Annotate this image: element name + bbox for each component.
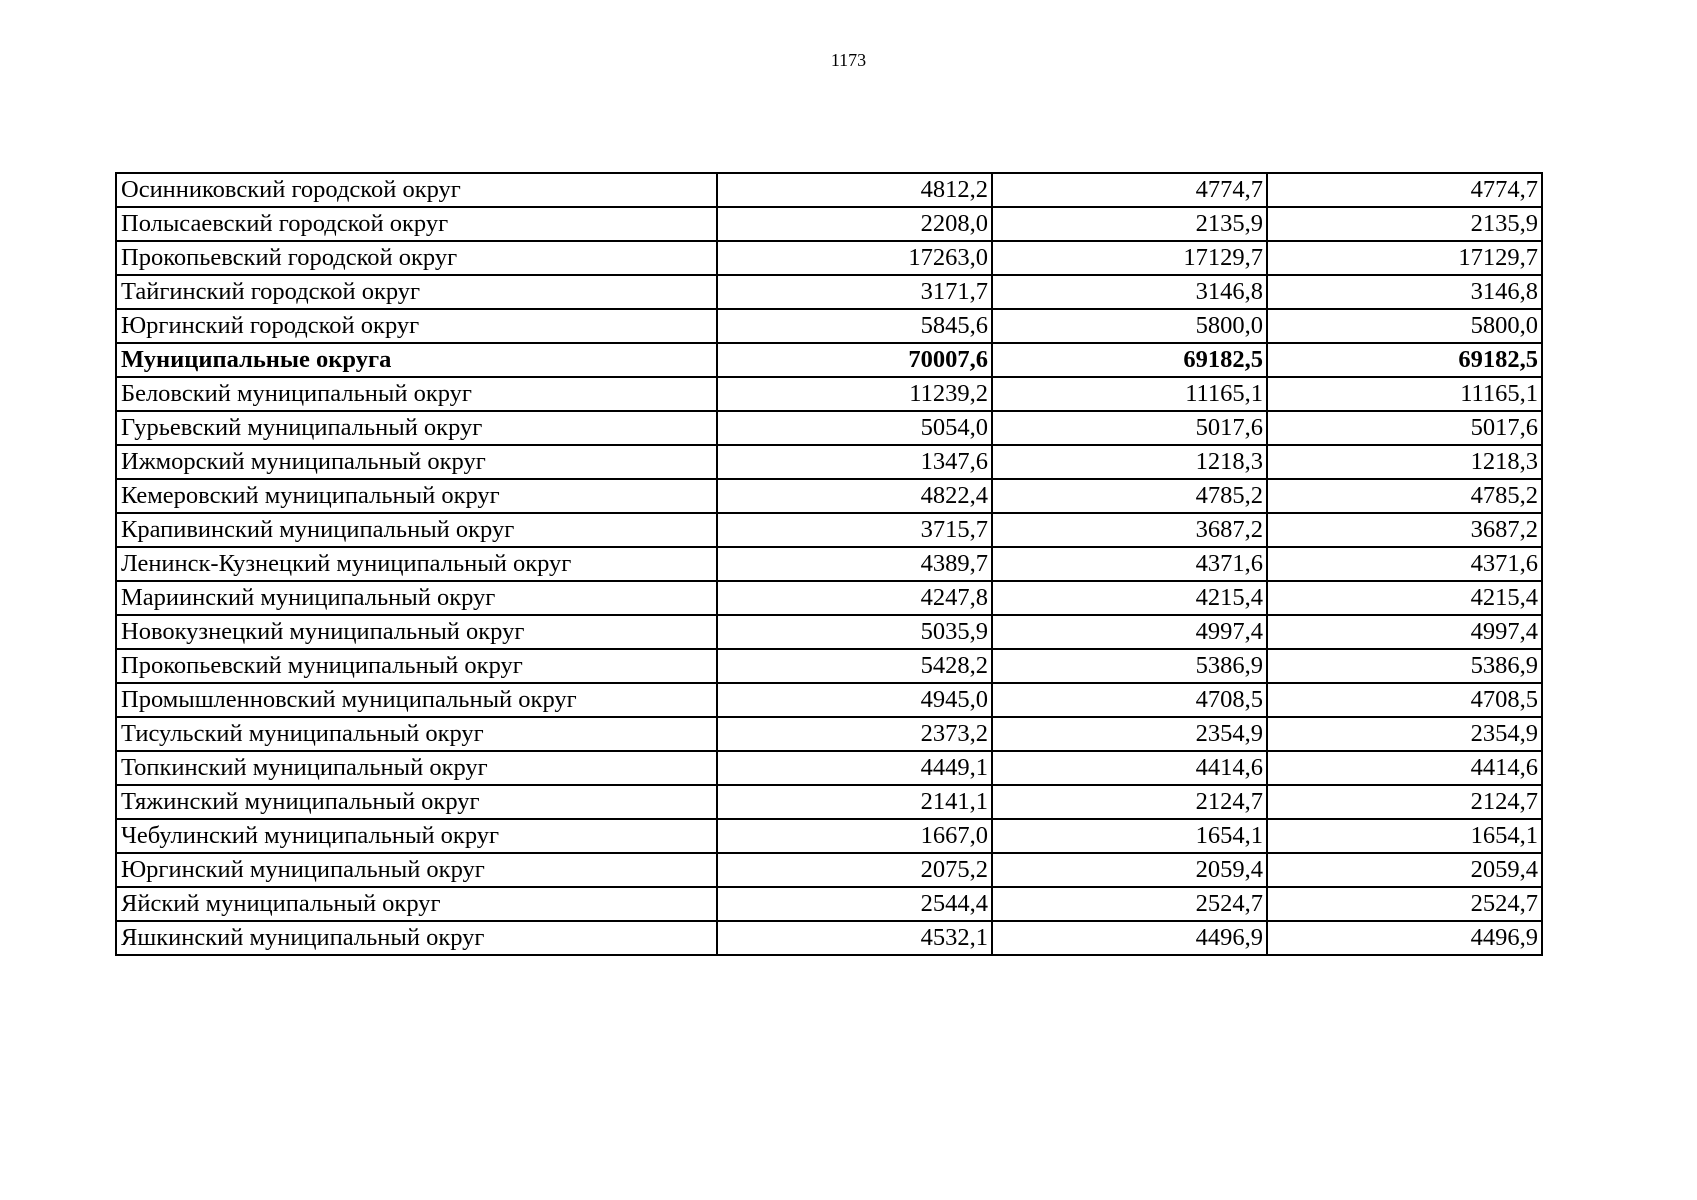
- value-cell-3: 4371,6: [1267, 547, 1542, 581]
- value-cell-3: 2354,9: [1267, 717, 1542, 751]
- row-name-cell: Кемеровский муниципальный округ: [116, 479, 717, 513]
- value-cell-1: 1667,0: [717, 819, 992, 853]
- value-cell-2: 4785,2: [992, 479, 1267, 513]
- value-cell-1: 4812,2: [717, 173, 992, 207]
- value-cell-3: 2124,7: [1267, 785, 1542, 819]
- value-cell-2: 4414,6: [992, 751, 1267, 785]
- row-name-cell: Тяжинский муниципальный округ: [116, 785, 717, 819]
- value-cell-2: 2135,9: [992, 207, 1267, 241]
- value-cell-1: 4449,1: [717, 751, 992, 785]
- value-cell-1: 5054,0: [717, 411, 992, 445]
- row-name-cell: Прокопьевский муниципальный округ: [116, 649, 717, 683]
- table-row: [116, 853, 1542, 887]
- value-cell-2: 4774,7: [992, 173, 1267, 207]
- value-cell-3: 5017,6: [1267, 411, 1542, 445]
- value-cell-1: 2544,4: [717, 887, 992, 921]
- value-cell-2: 5386,9: [992, 649, 1267, 683]
- value-cell-3: 4496,9: [1267, 921, 1542, 955]
- value-cell-3: 1654,1: [1267, 819, 1542, 853]
- row-name-cell: Полысаевский городской округ: [116, 207, 717, 241]
- value-cell-2: 1218,3: [992, 445, 1267, 479]
- value-cell-1: 1347,6: [717, 445, 992, 479]
- row-name-cell: Промышленновский муниципальный округ: [116, 683, 717, 717]
- table-row: [116, 241, 1542, 275]
- value-cell-2: 69182,5: [992, 343, 1267, 377]
- table-row: [116, 751, 1542, 785]
- value-cell-2: 5017,6: [992, 411, 1267, 445]
- value-cell-1: 5035,9: [717, 615, 992, 649]
- value-cell-2: 2059,4: [992, 853, 1267, 887]
- value-cell-1: 2208,0: [717, 207, 992, 241]
- value-cell-1: 4247,8: [717, 581, 992, 615]
- value-cell-2: 4997,4: [992, 615, 1267, 649]
- table-row: [116, 377, 1542, 411]
- value-cell-1: 2141,1: [717, 785, 992, 819]
- row-name-cell: Юргинский муниципальный округ: [116, 853, 717, 887]
- row-name-cell: Мариинский муниципальный округ: [116, 581, 717, 615]
- table-row: [116, 717, 1542, 751]
- value-cell-3: 17129,7: [1267, 241, 1542, 275]
- value-cell-1: 2075,2: [717, 853, 992, 887]
- table-row: [116, 683, 1542, 717]
- value-cell-1: 4389,7: [717, 547, 992, 581]
- row-name-cell: Ленинск-Кузнецкий муниципальный округ: [116, 547, 717, 581]
- table-row: [116, 479, 1542, 513]
- table-row: [116, 173, 1542, 207]
- value-cell-3: 3687,2: [1267, 513, 1542, 547]
- value-cell-3: 4215,4: [1267, 581, 1542, 615]
- value-cell-2: 5800,0: [992, 309, 1267, 343]
- value-cell-3: 4785,2: [1267, 479, 1542, 513]
- value-cell-3: 4774,7: [1267, 173, 1542, 207]
- data-table: [115, 172, 1543, 956]
- table-row: [116, 207, 1542, 241]
- row-name-cell: Новокузнецкий муниципальный округ: [116, 615, 717, 649]
- table-row: [116, 819, 1542, 853]
- value-cell-3: 5800,0: [1267, 309, 1542, 343]
- table-row: [116, 309, 1542, 343]
- value-cell-3: 5386,9: [1267, 649, 1542, 683]
- value-cell-3: 3146,8: [1267, 275, 1542, 309]
- value-cell-2: 4496,9: [992, 921, 1267, 955]
- table-row: [116, 581, 1542, 615]
- value-cell-3: 69182,5: [1267, 343, 1542, 377]
- table-row: [116, 615, 1542, 649]
- value-cell-3: 4414,6: [1267, 751, 1542, 785]
- row-name-cell: Прокопьевский городской округ: [116, 241, 717, 275]
- table-row: [116, 343, 1542, 377]
- value-cell-2: 4708,5: [992, 683, 1267, 717]
- value-cell-1: 4532,1: [717, 921, 992, 955]
- value-cell-1: 3715,7: [717, 513, 992, 547]
- value-cell-1: 11239,2: [717, 377, 992, 411]
- row-name-cell: Чебулинский муниципальный округ: [116, 819, 717, 853]
- table-row: [116, 513, 1542, 547]
- value-cell-1: 17263,0: [717, 241, 992, 275]
- table-row: [116, 445, 1542, 479]
- table-body: [116, 173, 1542, 955]
- value-cell-1: 4822,4: [717, 479, 992, 513]
- row-name-cell: Крапивинский муниципальный округ: [116, 513, 717, 547]
- row-name-cell: Юргинский городской округ: [116, 309, 717, 343]
- value-cell-1: 5845,6: [717, 309, 992, 343]
- value-cell-3: 2135,9: [1267, 207, 1542, 241]
- row-name-cell: Ижморский муниципальный округ: [116, 445, 717, 479]
- row-name-cell: Яйский муниципальный округ: [116, 887, 717, 921]
- row-name-cell: Беловский муниципальный округ: [116, 377, 717, 411]
- value-cell-2: 2524,7: [992, 887, 1267, 921]
- value-cell-2: 17129,7: [992, 241, 1267, 275]
- value-cell-1: 4945,0: [717, 683, 992, 717]
- value-cell-3: 4997,4: [1267, 615, 1542, 649]
- value-cell-3: 2059,4: [1267, 853, 1542, 887]
- row-name-cell: Муниципальные округа: [116, 343, 717, 377]
- value-cell-2: 3687,2: [992, 513, 1267, 547]
- value-cell-1: 2373,2: [717, 717, 992, 751]
- row-name-cell: Тисульский муниципальный округ: [116, 717, 717, 751]
- value-cell-2: 2354,9: [992, 717, 1267, 751]
- value-cell-2: 3146,8: [992, 275, 1267, 309]
- table-row: [116, 547, 1542, 581]
- row-name-cell: Яшкинский муниципальный округ: [116, 921, 717, 955]
- value-cell-1: 70007,6: [717, 343, 992, 377]
- row-name-cell: Осинниковский городской округ: [116, 173, 717, 207]
- value-cell-2: 1654,1: [992, 819, 1267, 853]
- row-name-cell: Гурьевский муниципальный округ: [116, 411, 717, 445]
- value-cell-3: 4708,5: [1267, 683, 1542, 717]
- table-row: [116, 411, 1542, 445]
- value-cell-2: 4371,6: [992, 547, 1267, 581]
- table-row: [116, 649, 1542, 683]
- value-cell-3: 1218,3: [1267, 445, 1542, 479]
- value-cell-2: 4215,4: [992, 581, 1267, 615]
- value-cell-1: 5428,2: [717, 649, 992, 683]
- table-row: [116, 921, 1542, 955]
- table-row: [116, 275, 1542, 309]
- value-cell-3: 11165,1: [1267, 377, 1542, 411]
- value-cell-1: 3171,7: [717, 275, 992, 309]
- table-row: [116, 785, 1542, 819]
- page-number: 1173: [830, 50, 867, 70]
- value-cell-2: 11165,1: [992, 377, 1267, 411]
- value-cell-3: 2524,7: [1267, 887, 1542, 921]
- row-name-cell: Тайгинский городской округ: [116, 275, 717, 309]
- value-cell-2: 2124,7: [992, 785, 1267, 819]
- table-row: [116, 887, 1542, 921]
- row-name-cell: Топкинский муниципальный округ: [116, 751, 717, 785]
